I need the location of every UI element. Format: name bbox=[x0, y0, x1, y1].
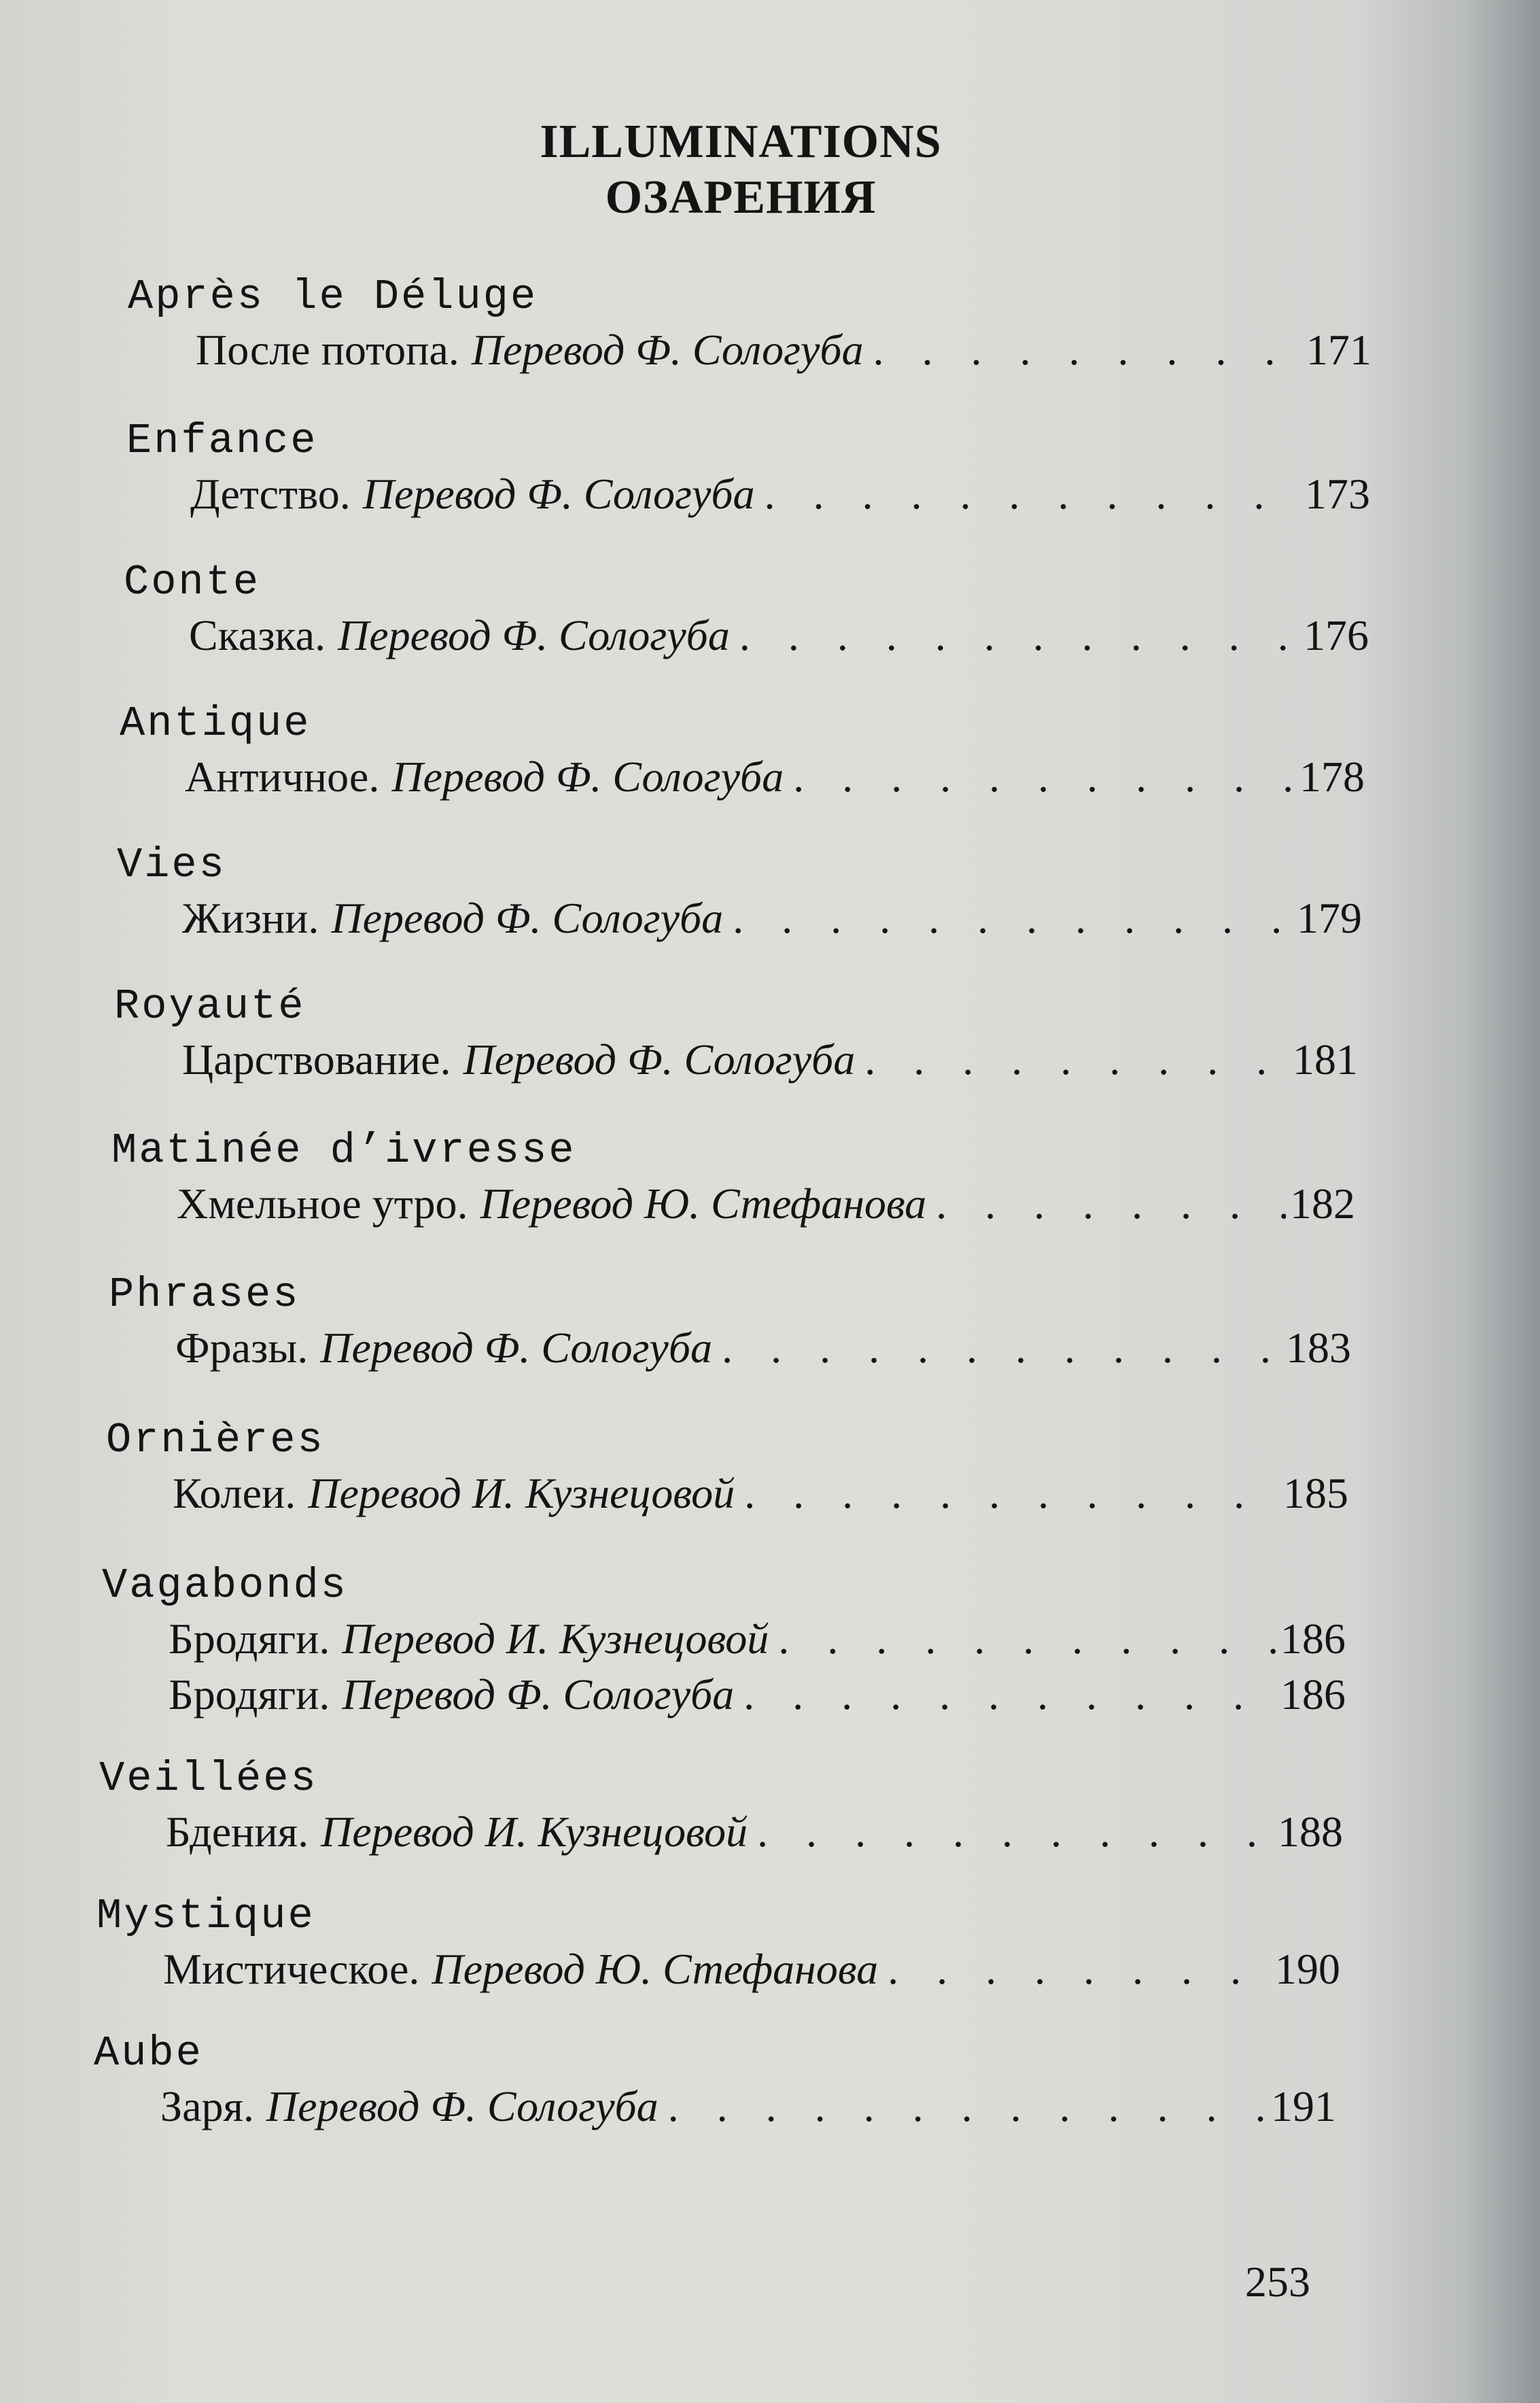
toc-entry bbox=[114, 982, 1358, 1088]
dot-leader bbox=[743, 1667, 1276, 1723]
toc-entry bbox=[117, 840, 1362, 946]
translated-title: Колеи. bbox=[173, 1469, 296, 1517]
original-title: Après le Déluge bbox=[128, 273, 538, 321]
translator-credit: Перевод Ф. Сологуба bbox=[320, 1324, 712, 1372]
page-reference: 191 bbox=[1271, 2082, 1336, 2130]
translator-credit: Перевод Ю. Стефанова bbox=[480, 1179, 927, 1228]
dot-leader bbox=[722, 1320, 1282, 1376]
section-header bbox=[0, 114, 1482, 226]
dot-leader bbox=[765, 466, 1301, 522]
original-title: Enfance bbox=[126, 417, 318, 465]
page-reference: 185 bbox=[1283, 1469, 1348, 1517]
toc-entry bbox=[124, 557, 1369, 663]
translation-line bbox=[185, 749, 1365, 805]
original-title: Vagabonds bbox=[102, 1561, 348, 1610]
dot-leader bbox=[936, 1176, 1286, 1232]
translation-line bbox=[182, 891, 1362, 946]
translation-line bbox=[190, 466, 1370, 522]
translated-title: Заря. bbox=[160, 2082, 254, 2130]
section-title-russian: ОЗАРЕНИЯ bbox=[605, 171, 877, 224]
original-title: Conte bbox=[124, 558, 261, 606]
translator-credit: Перевод Ф. Сологуба bbox=[342, 1670, 735, 1718]
translation-line bbox=[169, 1667, 1346, 1723]
translator-credit: Перевод Ф. Сологуба bbox=[362, 470, 755, 518]
original-title: Matinée d’ivresse bbox=[111, 1126, 576, 1175]
translator-credit: Перевод Ф. Сологуба bbox=[391, 753, 784, 801]
original-title: Aube bbox=[94, 2029, 203, 2077]
toc-entry bbox=[120, 699, 1365, 805]
translated-title: Царствование. bbox=[182, 1035, 451, 1084]
translator-credit: Перевод Ф. Сологуба bbox=[471, 326, 864, 374]
page-reference: 182 bbox=[1290, 1179, 1355, 1228]
page-reference: 173 bbox=[1305, 470, 1370, 518]
toc-entry bbox=[111, 1126, 1355, 1232]
translated-title: Античное. bbox=[185, 753, 380, 801]
dot-leader bbox=[733, 891, 1293, 946]
original-title: Veillées bbox=[99, 1754, 318, 1803]
translated-title: Бродяги. bbox=[169, 1670, 330, 1718]
translated-title: Бродяги. bbox=[169, 1614, 330, 1663]
translator-credit: Перевод Ф. Сологуба bbox=[463, 1035, 856, 1084]
translated-title: Хмельное утро. bbox=[177, 1179, 468, 1228]
translation-line bbox=[169, 1611, 1346, 1667]
toc-entry bbox=[128, 272, 1371, 378]
translator-credit: Перевод Ф. Сологуба bbox=[266, 2082, 659, 2130]
translator-credit: Перевод Ю. Стефанова bbox=[432, 1945, 879, 1993]
translator-credit: Перевод И. Кузнецовой bbox=[321, 1808, 748, 1856]
dot-leader bbox=[888, 1941, 1271, 1997]
translator-credit: Перевод И. Кузнецовой bbox=[308, 1469, 735, 1517]
original-title: Vies bbox=[117, 841, 226, 889]
toc-entry bbox=[109, 1270, 1351, 1376]
translation-line bbox=[196, 322, 1371, 378]
dot-leader bbox=[793, 749, 1295, 805]
toc-entry bbox=[102, 1561, 1346, 1723]
page-reference: 178 bbox=[1299, 753, 1365, 801]
translation-line bbox=[160, 2079, 1336, 2134]
translated-title: Фразы. bbox=[175, 1324, 309, 1372]
translation-line bbox=[163, 1941, 1340, 1997]
translation-line bbox=[175, 1320, 1351, 1376]
translator-credit: Перевод Ф. Сологуба bbox=[331, 894, 724, 942]
translation-line bbox=[173, 1466, 1348, 1521]
toc-entry bbox=[106, 1415, 1348, 1521]
translated-title: Жизни. bbox=[182, 894, 319, 942]
translated-title: Мистическое. bbox=[163, 1945, 420, 1993]
translation-line bbox=[189, 608, 1369, 663]
toc-entry bbox=[99, 1754, 1343, 1860]
translation-line bbox=[182, 1032, 1358, 1088]
original-title: Phrases bbox=[109, 1270, 300, 1319]
original-title: Mystique bbox=[97, 1892, 315, 1940]
dot-leader bbox=[778, 1611, 1276, 1667]
page-reference: 186 bbox=[1280, 1614, 1346, 1663]
dot-leader bbox=[873, 322, 1303, 378]
original-title: Ornières bbox=[106, 1416, 325, 1464]
page-reference: 171 bbox=[1306, 326, 1371, 374]
translated-title: Бдения. bbox=[166, 1808, 309, 1856]
dot-leader bbox=[744, 1466, 1279, 1521]
toc-entry bbox=[97, 1891, 1340, 1997]
page-reference: 183 bbox=[1286, 1324, 1351, 1372]
translation-line bbox=[166, 1804, 1343, 1860]
translator-credit: Перевод И. Кузнецовой bbox=[342, 1614, 769, 1663]
toc-entry bbox=[126, 416, 1370, 522]
page-reference: 190 bbox=[1275, 1945, 1340, 1993]
original-title: Antique bbox=[120, 699, 311, 748]
dot-leader bbox=[757, 1804, 1274, 1860]
translated-title: После потопа. bbox=[196, 326, 459, 374]
dot-leader bbox=[739, 608, 1299, 663]
dot-leader bbox=[864, 1032, 1289, 1088]
page-reference: 179 bbox=[1297, 894, 1362, 942]
page-reference: 186 bbox=[1280, 1670, 1346, 1718]
section-title-french: ILLUMINATIONS bbox=[540, 116, 942, 168]
translated-title: Детство. bbox=[190, 470, 351, 518]
translator-credit: Перевод Ф. Сологуба bbox=[338, 611, 730, 659]
translated-title: Сказка. bbox=[189, 611, 326, 659]
dot-leader bbox=[668, 2079, 1267, 2134]
page-number: 253 bbox=[1245, 2258, 1310, 2306]
page-reference: 181 bbox=[1293, 1035, 1358, 1084]
original-title: Royauté bbox=[114, 982, 306, 1031]
toc-entry bbox=[94, 2028, 1336, 2134]
page-reference: 176 bbox=[1303, 611, 1369, 659]
translation-line bbox=[177, 1176, 1355, 1232]
page-reference: 188 bbox=[1278, 1808, 1343, 1856]
